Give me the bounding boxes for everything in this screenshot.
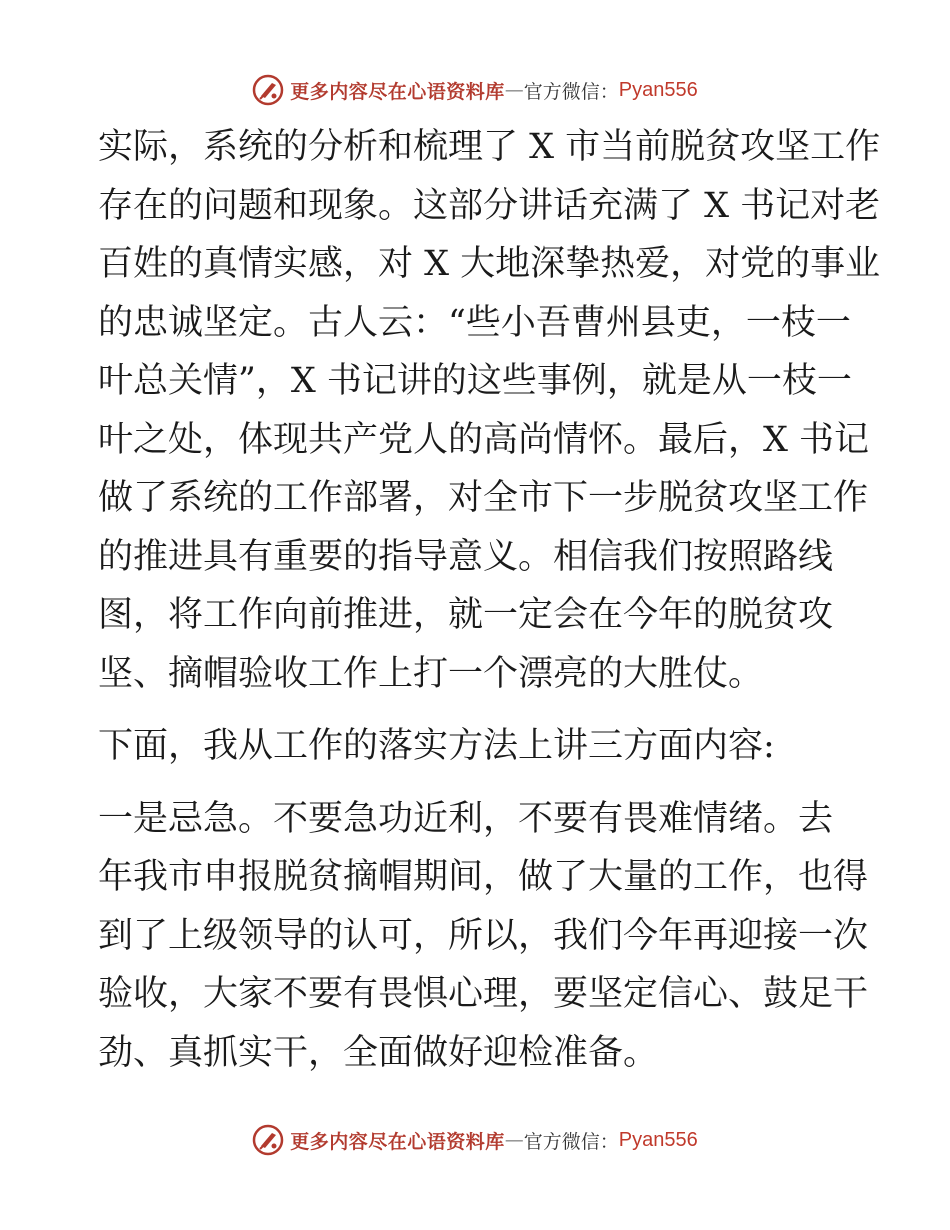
text-line: 存在的问题和现象。这部分讲话充满了 X 书记对老	[98, 185, 881, 226]
footer-banner	[0, 1120, 950, 1160]
banner-separator: —	[504, 79, 524, 101]
text-line: 百姓的真情实感，对 X 大地深挚热爱，对党的事业	[98, 244, 881, 284]
banner-site-name: 更多内容尽在心语资料库	[290, 80, 505, 103]
text-line: 一是忌急。不要急功近利，不要有畏难情绪。去	[98, 798, 834, 839]
banner-official-label: 官方微信：	[523, 80, 619, 103]
text-line: 年我市申报脱贫摘帽期间，做了大量的工作，也得	[98, 857, 869, 897]
text-line: 下面，我从工作的落实方法上讲三方面内容:	[98, 726, 775, 766]
document-body	[98, 118, 881, 1082]
banner-wechat-id: Pyan556	[618, 78, 698, 101]
text-line: 到了上级领导的认可，所以，我们今年再迎接一次	[98, 915, 869, 956]
paragraph	[98, 790, 869, 1083]
quill-logo-icon	[252, 1124, 284, 1156]
text-line: 叶之处，体现共产党人的高尚情怀。最后，X 书记	[98, 419, 870, 460]
text-line: 做了系统的工作部署，对全市下一步脱贫攻坚工作	[98, 478, 869, 518]
text-line: 图，将工作向前推进，就一定会在今年的脱贫攻	[98, 595, 834, 635]
text-line: 劲、真抓实干，全面做好迎检准备。	[98, 1032, 659, 1073]
paragraph	[98, 118, 881, 703]
text-line: 实际，系统的分析和梳理了 X 市当前脱贫攻坚工作	[98, 127, 881, 167]
banner-wechat-id: Pyan556	[618, 1128, 698, 1151]
quill-logo-icon	[252, 74, 284, 106]
text-line: 的忠诚坚定。古人云：“些小吾曹州县吏，一枝一	[98, 302, 851, 343]
text-line: 坚、摘帽验收工作上打一个漂亮的大胜仗。	[98, 653, 764, 694]
header-banner	[0, 70, 950, 110]
banner-separator: —	[504, 1129, 524, 1151]
banner-official-label: 官方微信：	[523, 1130, 619, 1153]
text-line: 的推进具有重要的指导意义。相信我们按照路线	[98, 536, 834, 577]
paragraph	[98, 717, 858, 776]
text-line: 验收，大家不要有畏惧心理，要坚定信心、鼓足干	[98, 974, 869, 1014]
text-line: 叶总关情”，X 书记讲的这些事例，就是从一枝一	[98, 361, 852, 401]
banner-site-name: 更多内容尽在心语资料库	[290, 1130, 505, 1153]
